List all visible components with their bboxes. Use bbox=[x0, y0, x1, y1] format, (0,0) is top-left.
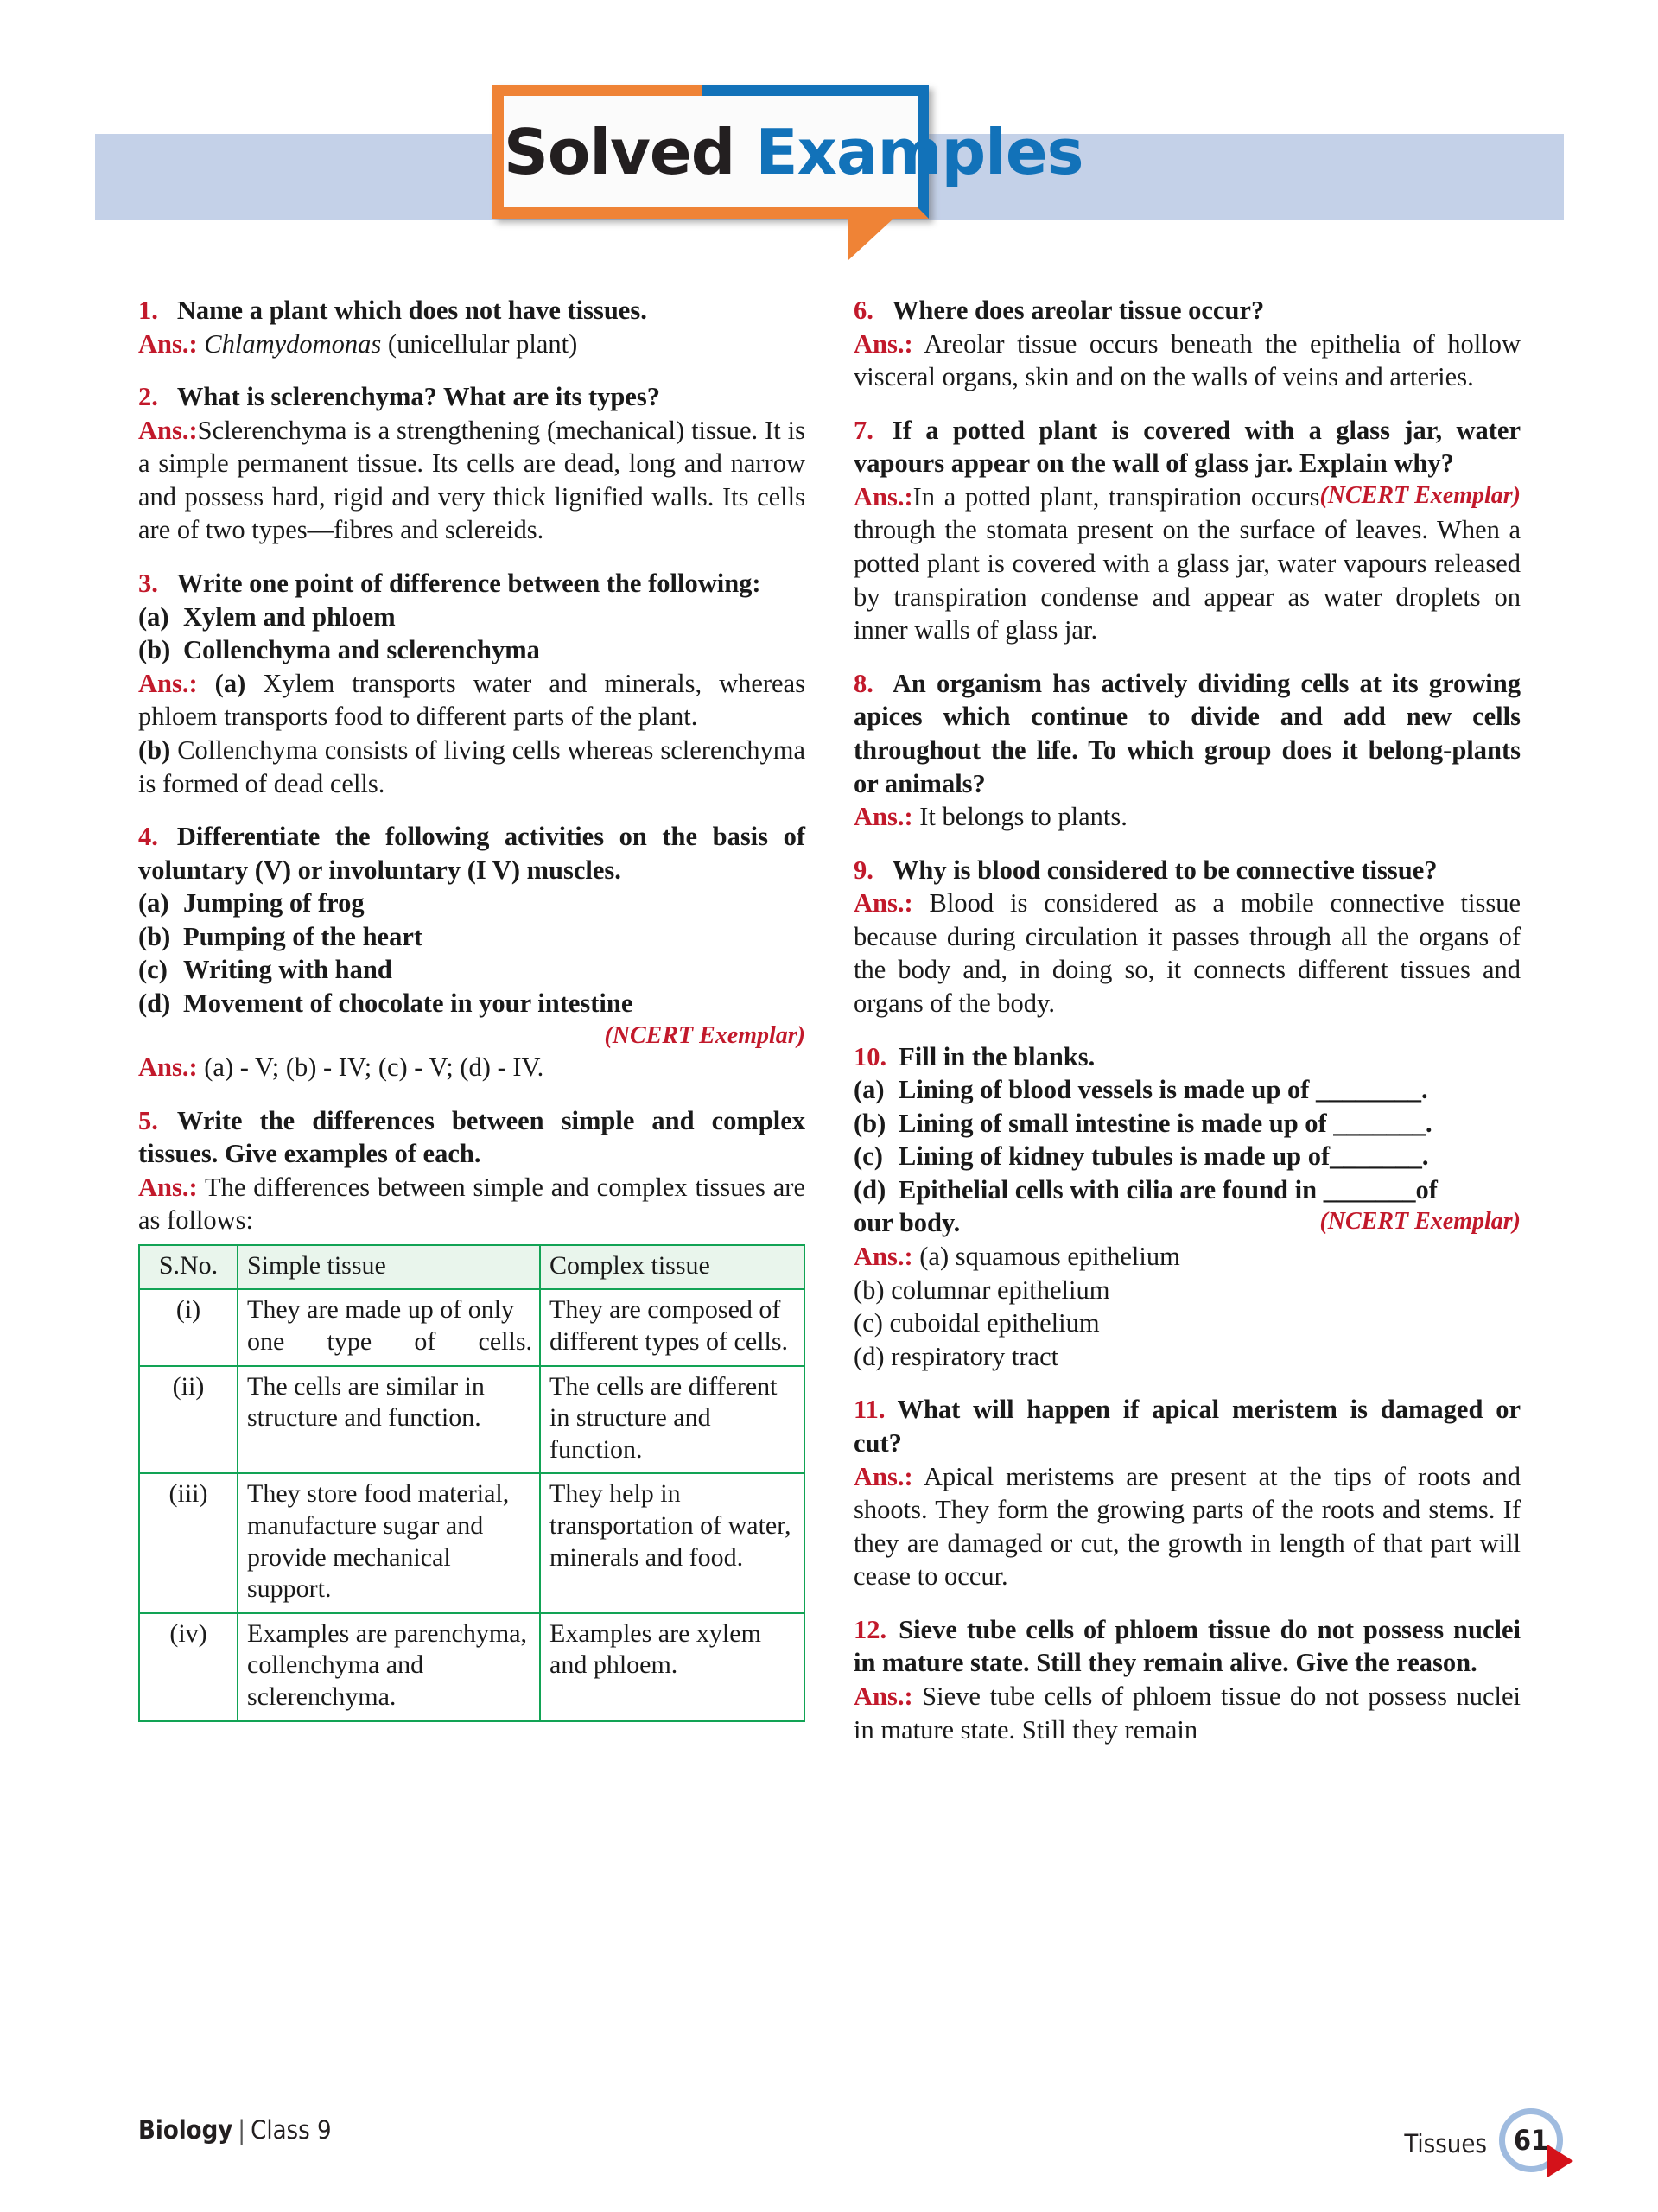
table-row bbox=[139, 1613, 804, 1721]
question-text-11: What will happen if apical meristem is damaged or cut? bbox=[854, 1395, 1521, 1458]
item-tag: (b) bbox=[138, 921, 171, 951]
item-tag: (a) bbox=[138, 601, 169, 632]
question-text-12: Sieve tube cells of phloem tissue do not possess nuclei in mature state. Still they remain alive. Give the reason. bbox=[854, 1614, 1521, 1678]
item-tag: (b) bbox=[138, 635, 171, 665]
answer-label: Ans.: bbox=[854, 1242, 913, 1272]
page-title-word-examples: Examples bbox=[755, 115, 1083, 188]
item-tag: (a) bbox=[854, 1075, 885, 1105]
answer-4 bbox=[138, 1051, 805, 1084]
answer-2 bbox=[138, 414, 805, 547]
question-4-item-b bbox=[138, 920, 805, 954]
answer-2-text: Sclerenchyma is a strengthening (mechanical) tissue. It is a simple permanent tissue. Its cells are dead, long and narrow and possess hard, rigid and very thick lignified walls. Its cells are of two types—fibres and sclereids. bbox=[138, 415, 805, 545]
qa-block-12 bbox=[854, 1613, 1521, 1746]
qa-block-11 bbox=[854, 1393, 1521, 1592]
answer-10-b: (b) columnar epithelium bbox=[854, 1274, 1110, 1305]
answer-3a-text: Xylem transports water and minerals, whereas phloem transports food to different parts of the plant. bbox=[138, 668, 805, 732]
item-tag: (d) bbox=[138, 988, 171, 1018]
footer-class: Class 9 bbox=[251, 2115, 332, 2145]
page-header-banner bbox=[95, 115, 1564, 220]
footer-separator: | bbox=[238, 2115, 246, 2145]
footer-chapter-name: Tissues bbox=[1404, 2129, 1487, 2158]
question-number-12: 12. bbox=[854, 1614, 887, 1644]
question-number-3: 3. bbox=[138, 569, 158, 599]
answer-1-italic: Chlamydomonas bbox=[204, 328, 382, 359]
table-header-sno: S.No. bbox=[139, 1245, 238, 1290]
row-number: (ii) bbox=[139, 1366, 238, 1474]
question-10-item-b bbox=[854, 1107, 1521, 1141]
row-complex-tissue: The cells are different in structure and function. bbox=[540, 1366, 804, 1474]
question-3-item-b bbox=[138, 633, 805, 667]
answer-8 bbox=[854, 800, 1521, 834]
question-10 bbox=[854, 1040, 1521, 1074]
banner-title-box bbox=[492, 85, 1083, 219]
simple-vs-complex-tissue-table bbox=[138, 1244, 805, 1722]
item-tag: (c) bbox=[854, 1141, 883, 1172]
item-text: Lining of kidney tubules is made up of_______. bbox=[899, 1141, 1429, 1172]
table-row bbox=[139, 1473, 804, 1612]
answer-label: Ans.: bbox=[854, 1681, 913, 1711]
row-simple-tissue: They are made up of only one type of cells. bbox=[238, 1289, 540, 1365]
source-citation-7: (NCERT Exemplar) bbox=[1319, 481, 1521, 509]
item-text: Lining of small intestine is made up of _______. bbox=[899, 1108, 1432, 1138]
row-number: (iii) bbox=[139, 1473, 238, 1612]
question-4-item-c bbox=[138, 953, 805, 987]
page-number-badge bbox=[1499, 2108, 1563, 2172]
item-text: Pumping of the heart bbox=[183, 921, 423, 951]
answer-10-c: (c) cuboidal epithelium bbox=[854, 1308, 1100, 1338]
question-9 bbox=[854, 854, 1521, 887]
question-4-item-a bbox=[138, 887, 805, 920]
question-text-8: An organism has actively dividing cells at its growing apices which continue to divide and add new cells throughout the life. To which group does it belong-plants or animals? bbox=[854, 668, 1521, 798]
item-text: Lining of blood vessels is made up of ________. bbox=[899, 1075, 1428, 1105]
page-number: 61 bbox=[1513, 2124, 1549, 2157]
item-text: Collenchyma and sclerenchyma bbox=[183, 635, 540, 665]
answer-1 bbox=[138, 327, 805, 361]
page-title-word-solved: Solved bbox=[504, 115, 735, 188]
question-11 bbox=[854, 1393, 1521, 1459]
question-number-10: 10. bbox=[854, 1041, 887, 1071]
answer-9-text: Blood is considered as a mobile connective tissue because during circulation it passes through all the organs of the body and, in doing so, it connects different tissues and organs of the body. bbox=[854, 888, 1521, 1018]
table-row bbox=[139, 1366, 804, 1474]
footer-book-info bbox=[138, 2115, 332, 2145]
question-10-item-d-tail bbox=[854, 1206, 1521, 1240]
item-tag: (c) bbox=[138, 955, 168, 985]
qa-block-6 bbox=[854, 294, 1521, 394]
qa-block-9 bbox=[854, 854, 1521, 1020]
question-10-item-d bbox=[854, 1173, 1521, 1207]
question-number-7: 7. bbox=[854, 415, 873, 445]
question-3 bbox=[138, 567, 805, 601]
table-row bbox=[139, 1289, 804, 1365]
item-text: Jumping of frog bbox=[183, 888, 365, 918]
banner-speech-tail-icon bbox=[848, 219, 893, 260]
question-number-8: 8. bbox=[854, 668, 873, 698]
answer-label: Ans.: bbox=[138, 1172, 198, 1202]
footer-chapter-info bbox=[1404, 2108, 1563, 2172]
item-tag: (a) bbox=[138, 888, 169, 918]
answer-4-text: (a) - V; (b) - IV; (c) - V; (d) - IV. bbox=[204, 1052, 544, 1082]
question-text-10: Fill in the blanks. bbox=[899, 1041, 1096, 1071]
item-text: Epithelial cells with cilia are found in _______of bbox=[899, 1174, 1438, 1205]
answer-8-text: It belongs to plants. bbox=[919, 802, 1128, 832]
question-number-11: 11. bbox=[854, 1395, 886, 1425]
left-column bbox=[138, 294, 805, 1766]
question-1 bbox=[138, 294, 805, 327]
question-4-item-d bbox=[138, 987, 805, 1020]
answer-label: Ans.: bbox=[138, 1052, 198, 1082]
answer-label: Ans.: bbox=[854, 802, 913, 832]
qa-block-5 bbox=[138, 1104, 805, 1722]
table-header-complex: Complex tissue bbox=[540, 1245, 804, 1290]
item-tail-text: our body. bbox=[854, 1208, 961, 1238]
row-simple-tissue: They store food material, manufacture sugar and provide mechanical support. bbox=[238, 1473, 540, 1612]
page-title bbox=[504, 115, 1083, 188]
play-triangle-icon bbox=[1547, 2145, 1573, 2177]
question-number-5: 5. bbox=[138, 1105, 158, 1135]
question-text-4: Differentiate the following activities on the basis of voluntary (V) or involuntary (I V) muscles. bbox=[138, 822, 805, 885]
answer-label: Ans.: bbox=[138, 328, 198, 359]
answer-label: Ans.: bbox=[854, 888, 913, 918]
question-4 bbox=[138, 820, 805, 887]
question-number-2: 2. bbox=[138, 382, 158, 412]
answer-label: Ans.: bbox=[854, 1461, 913, 1491]
answer-6 bbox=[854, 327, 1521, 394]
answer-label: Ans.: bbox=[854, 328, 913, 359]
table-header-simple: Simple tissue bbox=[238, 1245, 540, 1290]
row-complex-tissue: They are composed of different types of cells. bbox=[540, 1289, 804, 1365]
item-text: Writing with hand bbox=[183, 955, 392, 985]
question-8 bbox=[854, 667, 1521, 800]
question-text-3: Write one point of difference between the following: bbox=[176, 569, 761, 599]
question-number-9: 9. bbox=[854, 855, 873, 885]
answer-6-text: Areolar tissue occurs beneath the epithelia of hollow visceral organs, skin and on the walls of veins and arteries. bbox=[854, 328, 1521, 392]
source-citation-4: (NCERT Exemplar) bbox=[604, 1021, 805, 1049]
answer-11-text: Apical meristems are present at the tips of roots and shoots. They form the growing parts of the roots and stems. If they are damaged or cut, the growth in length of that part will cease to occur. bbox=[854, 1461, 1521, 1592]
question-text-7: If a potted plant is covered with a glass jar, water vapours appear on the wall of glass jar. Explain why? bbox=[854, 415, 1521, 479]
row-simple-tissue: Examples are parenchyma, collenchyma and sclerenchyma. bbox=[238, 1613, 540, 1721]
question-text-2: What is sclerenchyma? What are its types? bbox=[176, 382, 661, 412]
row-number: (iv) bbox=[139, 1613, 238, 1721]
question-text-6: Where does areolar tissue occur? bbox=[892, 296, 1265, 325]
qa-block-3 bbox=[138, 567, 805, 800]
answer-label: Ans.: bbox=[854, 481, 913, 512]
item-text: Movement of chocolate in your intestine bbox=[183, 988, 633, 1018]
source-citation-10: (NCERT Exemplar) bbox=[1319, 1208, 1521, 1236]
question-12 bbox=[854, 1613, 1521, 1680]
qa-block-10 bbox=[854, 1040, 1521, 1374]
qa-block-7 bbox=[854, 414, 1521, 647]
answer-3a-tag: (a) bbox=[214, 668, 246, 698]
answer-5 bbox=[138, 1171, 805, 1237]
answer-3b-text: Collenchyma consists of living cells whereas sclerenchyma is formed of dead cells. bbox=[138, 734, 805, 798]
question-text-1: Name a plant which does not have tissues. bbox=[176, 296, 647, 325]
row-number: (i) bbox=[139, 1289, 238, 1365]
question-2 bbox=[138, 380, 805, 414]
question-number-6: 6. bbox=[854, 296, 873, 325]
answer-5-text: The differences between simple and complex tissues are as follows: bbox=[138, 1172, 805, 1236]
answer-1-rest: (unicellular plant) bbox=[381, 328, 578, 359]
question-number-4: 4. bbox=[138, 822, 158, 852]
question-10-item-a bbox=[854, 1073, 1521, 1107]
question-6 bbox=[854, 294, 1521, 327]
qa-block-1 bbox=[138, 294, 805, 360]
answer-9 bbox=[854, 887, 1521, 1020]
question-3-item-a bbox=[138, 601, 805, 634]
question-text-5: Write the differences between simple and complex tissues. Give examples of each. bbox=[138, 1105, 805, 1169]
answer-3b bbox=[138, 734, 805, 800]
page-footer bbox=[138, 2108, 1563, 2160]
row-complex-tissue: Examples are xylem and phloem. bbox=[540, 1613, 804, 1721]
answer-10-a-text: (a) squamous epithelium bbox=[919, 1242, 1180, 1272]
question-number-1: 1. bbox=[138, 296, 158, 325]
question-5 bbox=[138, 1104, 805, 1171]
answer-12-text: Sieve tube cells of phloem tissue do not possess nuclei in mature state. Still they remain bbox=[854, 1681, 1521, 1745]
qa-block-2 bbox=[138, 380, 805, 547]
question-10-item-c bbox=[854, 1140, 1521, 1173]
answer-10-a bbox=[854, 1240, 1521, 1274]
answer-3b-tag: (b) bbox=[138, 734, 171, 765]
answer-3a bbox=[138, 667, 805, 734]
row-simple-tissue: The cells are similar in structure and function. bbox=[238, 1366, 540, 1474]
content-columns bbox=[138, 294, 1521, 1766]
qa-block-8 bbox=[854, 667, 1521, 834]
item-tag: (d) bbox=[854, 1174, 886, 1205]
answer-label: Ans.: bbox=[138, 668, 198, 698]
footer-subject: Biology bbox=[138, 2115, 233, 2145]
answer-12 bbox=[854, 1680, 1521, 1746]
right-column bbox=[854, 294, 1521, 1766]
answer-label: Ans.: bbox=[138, 415, 198, 445]
answer-10-d: (d) respiratory tract bbox=[854, 1341, 1059, 1371]
item-tag: (b) bbox=[854, 1108, 886, 1138]
answer-7-text: In a potted plant, transpiration occurs through the stomata present on the surface of leaves. When a potted plant is covered with a glass jar, water vapours released by transpiration condense and appear as water droplets on inner walls of glass jar. bbox=[854, 481, 1521, 645]
item-text: Xylem and phloem bbox=[183, 601, 396, 632]
answer-11 bbox=[854, 1460, 1521, 1593]
table-header-row bbox=[139, 1245, 804, 1290]
question-text-9: Why is blood considered to be connective tissue? bbox=[892, 855, 1438, 885]
row-complex-tissue: They help in transportation of water, minerals and food. bbox=[540, 1473, 804, 1612]
qa-block-4 bbox=[138, 820, 805, 1084]
